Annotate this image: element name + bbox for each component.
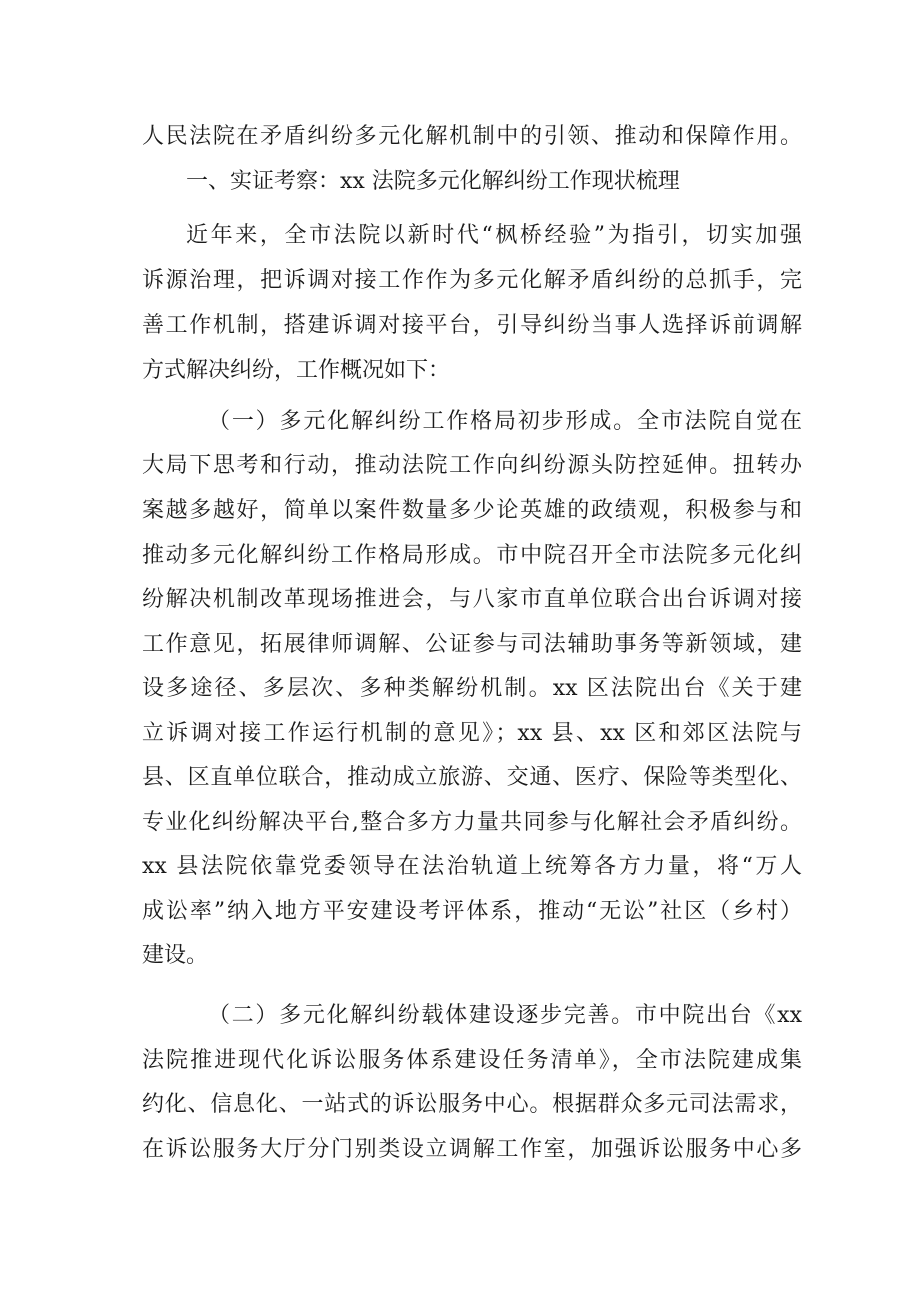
paragraph-line: 在诉讼服务大厅分门别类设立调解工作室，加强诉讼服务中心多 <box>142 1137 802 1162</box>
paragraph-line: 善工作机制，搭建诉调对接平台，引导纠纷当事人选择诉前调解 <box>142 313 802 338</box>
paragraph-line: 近年来，全市法院以新时代“枫桥经验”为指引，切实加强 <box>186 223 802 248</box>
paragraph-line: 县、区直单位联合，推动成立旅游、交通、医疗、保险等类型化、 <box>142 765 802 790</box>
paragraph-line: 建设。 <box>142 943 209 968</box>
paragraph-line: 约化、信息化、一站式的诉讼服务中心。根据群众多元司法需求， <box>142 1092 802 1117</box>
paragraph-line: 专业化纠纷解决平台,整合多方力量共同参与化解社会矛盾纠纷。 <box>142 810 802 835</box>
paragraph-line: 工作意见，拓展律师调解、公证参与司法辅助事务等新领域，建 <box>142 632 802 657</box>
intro-tail-line: 人民法院在矛盾纠纷多元化解机制中的引领、推动和保障作用。 <box>142 124 802 149</box>
paragraph-line: 纷解决机制改革现场推进会，与八家市直单位联合出台诉调对接 <box>142 587 802 612</box>
paragraph-line: （二）多元化解纠纷载体建设逐步完善。市中院出台《xx <box>208 1003 802 1028</box>
section-heading: 一、实证考察：xx 法院多元化解纠纷工作现状梳理 <box>186 169 680 194</box>
paragraph-line: 立诉调对接工作运行机制的意见》；xx 县、xx 区和郊区法院与 <box>142 721 802 746</box>
paragraph-line: 方式解决纠纷，工作概况如下： <box>142 358 451 383</box>
paragraph-line: 设多途径、多层次、多种类解纷机制。xx 区法院出台《关于建 <box>142 676 802 701</box>
paragraph-line: （一）多元化解纠纷工作格局初步形成。全市法院自觉在 <box>208 409 802 434</box>
paragraph-line: 法院推进现代化诉讼服务体系建设任务清单》，全市法院建成集 <box>142 1048 802 1073</box>
paragraph-line: 大局下思考和行动，推动法院工作向纠纷源头防控延伸。扭转办 <box>142 453 802 478</box>
paragraph-line: xx 县法院依靠党委领导在法治轨道上统筹各方力量，将“万人 <box>142 854 802 879</box>
paragraph-line: 成讼率”纳入地方平安建设考评体系，推动“无讼”社区（乡村） <box>142 899 802 924</box>
paragraph-line: 推动多元化解纠纷工作格局形成。市中院召开全市法院多元化纠 <box>142 543 802 568</box>
paragraph-line: 诉源治理，把诉调对接工作作为多元化解矛盾纠纷的总抓手，完 <box>142 268 802 293</box>
paragraph-line: 案越多越好，简单以案件数量多少论英雄的政绩观，积极参与和 <box>142 498 802 523</box>
